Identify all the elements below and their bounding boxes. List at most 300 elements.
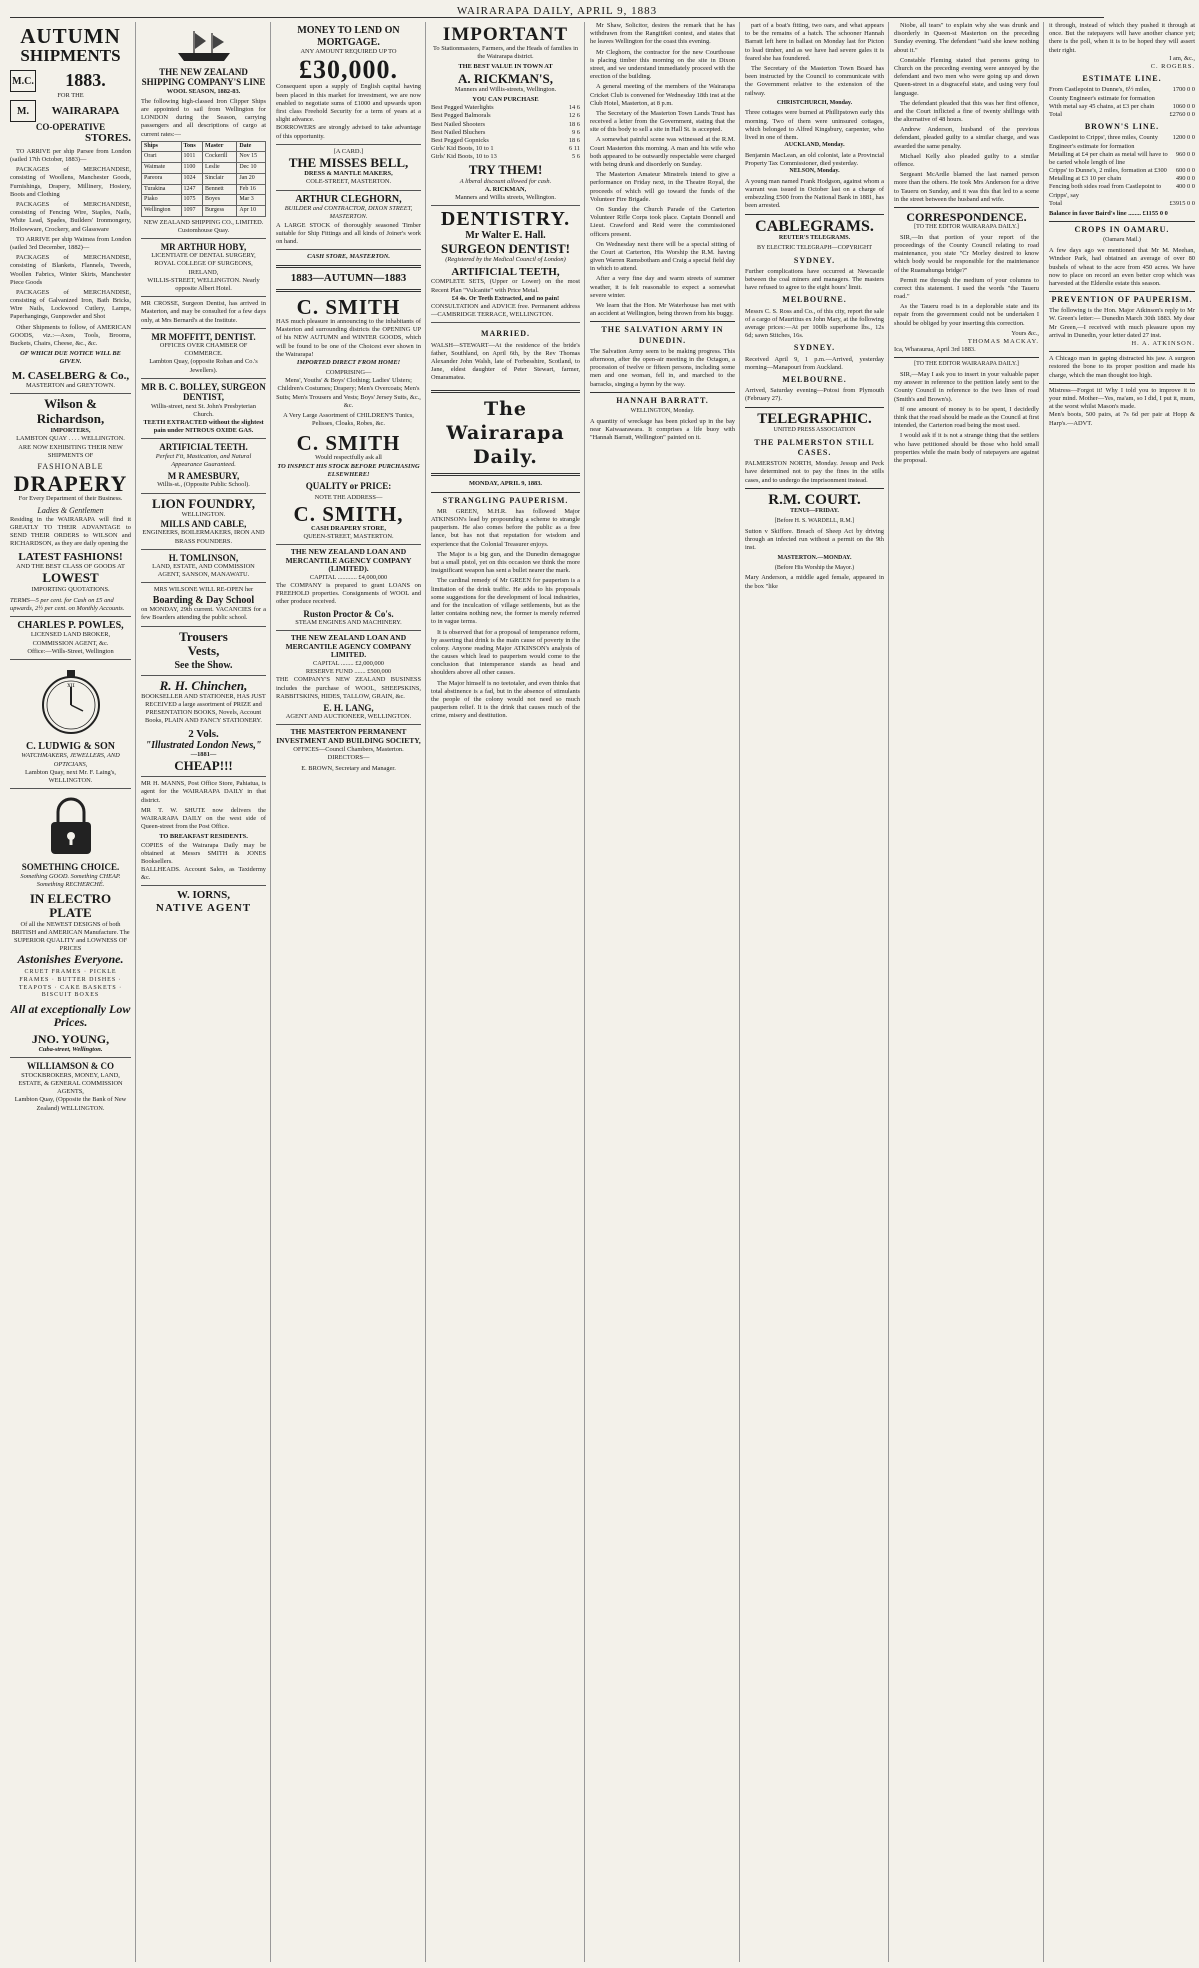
wilson-lambton: LAMBTON QUAY . . . . WELLINGTON. — [16, 435, 125, 443]
see-show: See the Show. — [174, 660, 233, 672]
article-paragraph: We learn that the Hon. Mr Waterhouse has met with an accident at Wellington, being thrown from his buggy. — [590, 302, 735, 318]
letter2-signer: C. ROGERS. — [1150, 62, 1195, 70]
nzla-text: The COMPANY is prepared to grant LOANS on FREEHOLD properties. Consignments of WOOL and other produce received. — [276, 582, 421, 606]
year-1881: —1881— — [190, 750, 217, 758]
article-paragraph: A somewhat painful scene was witnessed at the R.M. Court Masterton this morning. A man and his wife who both appeared to be outwardly respectable were charged with being drunk and disorderly on Sunday. — [590, 136, 735, 168]
chicago-text: A Chicago man in gaping distracted his jaw. A surgeon restored the bone to its proper position and made his charge, which the man thought too high. — [1049, 355, 1195, 379]
article-paragraph: On Sunday the Church Parade of the Carterton Volunteer Rifle Corps took place. Captain Donnell and Lieut. Crawford and Reid were the commissioned officers present. — [590, 205, 735, 238]
purchase-label: YOU CAN PURCHASE — [472, 95, 539, 103]
bell-name: THE MISSES BELL, — [288, 154, 409, 170]
trousers-ad — [141, 627, 266, 676]
illustrated-news: "Illustrated London News," — [145, 739, 262, 751]
list-item-label: Best Nailed Shooters — [431, 120, 485, 128]
iorns-ad — [141, 886, 266, 917]
powles-sub: LICENSED LAND BROKER, COMMISSION AGENT, &c. — [30, 631, 111, 647]
stores-heading: STORES. — [85, 132, 131, 145]
money-ad — [276, 22, 421, 145]
shipments-heading: SHIPMENTS — [20, 46, 121, 66]
sydney2-heading: SYDNEY. — [793, 343, 836, 353]
list-item-value: 6 11 — [569, 145, 580, 153]
table-row — [142, 173, 266, 184]
table-cell: Wellington — [142, 205, 182, 216]
court-continued — [894, 22, 1039, 204]
table-cell: Apr 10 — [237, 205, 266, 216]
wool-text: The following high-classed Iron Clipper Ships are appointed to sail from Wellington for LONDON during the Season, carrying passengers and all descriptions of cargo at current rates:— — [141, 97, 266, 138]
list-item — [431, 121, 580, 129]
copyright: BY ELECTRIC TELEGRAPH—COPYRIGHT — [756, 244, 872, 251]
bell-sub: DRESS & MANTLE MAKERS, — [304, 170, 393, 178]
cleghorn-sub: BUILDER and CONTRACTOR, DIXON STREET, MASTERTON. — [284, 205, 413, 221]
williamson-name: WILLIAMSON & CO — [26, 1061, 114, 1072]
ransome-sub: STEAM ENGINES AND MACHINERY. — [295, 618, 402, 626]
bolly-addr: Willis-street, next St. John's Presbyterian Church. — [151, 402, 256, 418]
column-8 — [1049, 22, 1199, 1962]
list-item-label: Total — [1049, 110, 1063, 118]
married-heading: MARRIED. — [480, 329, 531, 339]
lang-sub: AGENT AND AUCTIONEER, WELLINGTON. — [285, 713, 412, 721]
list-item-value: 1700 0 0 — [1172, 86, 1195, 94]
auckland-heading: AUCKLAND, Monday. — [784, 142, 845, 149]
headline: STRANGLING PAUPERISM. — [442, 495, 569, 505]
smith-ad — [276, 250, 421, 545]
list-item-value: 18 6 — [568, 136, 580, 144]
ladies-gentlemen: Ladies & Gentlemen — [37, 505, 104, 515]
chinchen-sub: BOOKSELLER AND STATIONER, HAS JUST RECEIVED a large assortment of PRIZE and PRESENTATION BOOKS, Novels, Account Books, PLAIN AND FANCY STATIONERY. — [141, 692, 266, 725]
powles-ad — [10, 617, 131, 660]
lang-name: E. H. LANG, — [323, 702, 374, 713]
best-class: AND THE BEST CLASS OF GOODS AT — [16, 563, 125, 571]
native-agent: NATIVE AGENT — [155, 902, 252, 915]
moffitt-addr: Lambton Quay, (opposite Rohan and Co.'s Jewellers). — [149, 358, 258, 374]
nzlm2-ad — [276, 631, 421, 725]
table-cell: Waimate — [142, 163, 182, 174]
tenui-heading: TENUI—FRIDAY. — [790, 508, 839, 515]
list-item-value: £2760 0 0 — [1169, 110, 1195, 118]
money-sum: £30,000. — [299, 55, 398, 85]
list-item-value: £3915 0 0 — [1169, 199, 1195, 207]
table-cell: Sinclair — [203, 173, 237, 184]
nzla-capital: CAPITAL ............ £4,000,000 — [309, 573, 388, 581]
list-item-label: Metalling at £4 per chain as metal will have to be carted whole length of line — [1049, 150, 1168, 166]
registered: (Registered by the Medical Council of London) — [445, 256, 566, 264]
palmerston-heading: THE PALMERSTON STILL CASES. — [754, 437, 875, 457]
prevention-text: The following is the Hon. Major Atkinson's reply to Mr W. Green's letter:— Dunedin March 30th 1883. My dear Mr Green,—I received with much pleasure upon my arrival in Dunedin, your letter dated 27 inst. — [1049, 307, 1195, 339]
table-row — [142, 205, 266, 216]
article-paragraph: It is observed that for a proposal of temperance reform, by asserting that drink is the main cause of poverty in the colony. Anyone reading Major ATKINSON's analysis of the causes which lead to pauperism would come to the conclusion that intemperance stands as head and shoulders above all other causes. — [431, 628, 580, 677]
column-4 — [431, 22, 585, 1962]
due-notice: OF WHICH DUE NOTICE WILL BE GIVEN. — [20, 350, 121, 366]
goods-list: CRUET FRAMES · PICKLE FRAMES · BUTTER DISHES · TEAPOTS · CAKE BASKETS · BISCUIT BOXES — [18, 969, 123, 999]
hoby-ad — [141, 239, 266, 297]
table-cell: Nov 15 — [237, 152, 266, 163]
amesbury-name: M R AMESBURY, — [167, 470, 240, 481]
nzlm2-heading: THE NEW ZEALAND LOAN AND MERCANTILE AGENCY COMPANY LIMITED. — [285, 633, 412, 660]
crops-text: A few days ago we mentioned that Mr M. Meehan, Windsor Park, had obtained an average of over 80 bushels of wheat to the acre from 450 acres. We have now to place on record an even better crop which was harvested at the Elderslie estate this season. — [1049, 247, 1195, 287]
smith-text: HAS much pleasure in announcing to the inhabitants of Masterton and surrounding districts the OPENING UP of his NEW AUTUMN and WINTER GOODS, which will be found to be one of the Choicest ever shown in the Wairarapa! — [276, 317, 421, 358]
table-row — [142, 163, 266, 174]
ludwig-addr: Lambton Quay, next Mr. F. Laing's, WELLINGTON. — [25, 768, 116, 784]
rickman-addr: Manners and Willis-streets, Wellington. — [454, 85, 557, 93]
shipment-para-1: TO ARRIVE per ship Parsee from London (sailed 17th October, 1883)— — [10, 147, 131, 164]
palmerston-text: PALMERSTON NORTH, Monday. Jessup and Peck have determined not to pay the fines in the stills cases, and to undergo the imprisonment instead. — [745, 460, 884, 484]
other-shipments: Other Shipments to follow, of AMERICAN GOODS, viz.:—Axes, Tools, Brooms, Buckets, Chairs, Cheese, &c., &c. — [10, 323, 131, 348]
williamson-ad — [10, 1058, 131, 1115]
building-society-ad — [276, 725, 421, 776]
court-text: Sutton v Skiffore. Breach of Sheep Act by driving through an infected run without a permit on the 9th inst. — [745, 527, 884, 551]
year-heading: 1883. — [65, 69, 106, 90]
list-item — [431, 145, 580, 153]
rickman-name: A. RICKMAN'S, — [458, 70, 553, 86]
list-item-label: Fencing both sides road from Castlepoint to Cripps', say — [1049, 183, 1162, 199]
respect-text: Would respectfully ask all — [315, 454, 382, 462]
article-paragraph: The cardinal remedy of Mr GREEN for pauperism is a limitation of the drink traffic. He adds to his proposals some suggestions for the development of local industries, and for the inculcation of village settlements, but as the latter contains nothing new, the former is merely referred to in vague terms. — [431, 577, 580, 626]
before2-label: (Before His Worship the Mayor.) — [774, 564, 855, 571]
table-cell: Boyes — [203, 195, 237, 206]
list-item — [1049, 111, 1195, 119]
list-item-label: Total — [1049, 199, 1063, 207]
table-row — [142, 195, 266, 206]
married-text: WALSH—STEWART—At the residence of the bride's father, Southland, on April 6th, by the Rev Thomas Alexander John Walsh, late of Forbesshire, Scotland, to Jane, eldest daughter of Peter Stewart, farmer, Omaramatea. — [431, 341, 580, 382]
table-cell: Turakina — [142, 184, 182, 195]
caselberg-address: MASTERTON and GREYTOWN. — [25, 382, 116, 390]
table-cell: Feb 16 — [237, 184, 266, 195]
atkinson-sig: H. A. ATKINSON. — [1131, 340, 1195, 348]
shipment-para-4: TO ARRIVE per ship Waimea from London (sailed 3rd December, 1882)— — [10, 235, 131, 251]
newspaper-page — [10, 22, 1195, 1962]
barratt-heading: HANNAH BARRATT. — [616, 395, 709, 405]
imported: IMPORTED DIRECT FROM HOME! — [296, 358, 401, 366]
bell-addr: COLE-STREET, MASTERTON. — [305, 178, 392, 186]
melbourne-text: Messrs C. S. Ross and Co., of this city, report the sale of a cargo of Mauritius ex John Mary, at the following average prices:—At per 100lb superhome lbs., 12s 6d; sawn Stitches, 16s. — [745, 307, 884, 340]
society-heading: THE MASTERTON PERMANENT INVESTMENT AND BUILDING SOCIETY, — [276, 727, 421, 746]
crops-heading: CROPS IN OAMARU. — [1074, 225, 1170, 235]
low-prices-heading: All at exceptionally Low Prices. — [10, 1002, 131, 1030]
autumn-1883: 1883—AUTUMN—1883 — [290, 272, 407, 285]
terms-text: TERMS—5 per cent. for Cash on £5 and upwards, 2½ per cent. on Monthly Accounts. — [10, 596, 125, 612]
padlock-icon — [46, 796, 96, 858]
article-paragraph: Permit me through the medium of your columns to correct this statement. I used the words "the Taueru road." — [894, 276, 1039, 301]
list-item-label: Castlepoint to Cripps', three miles, County Engineer's estimate for formation — [1049, 134, 1158, 150]
salvation-text: The Salvation Army seem to be making progress. This afternoon, after the open-air meeting in the Octagon, a procession of twelve or fifteen persons, including some men and one woman, fell in, and marched to the barracks, singing a hymn by the way. — [590, 347, 735, 388]
article-paragraph: The Masterton Amateur Minstrels intend to give a performance on Friday next, in the Theatre Royal, the proceeds of which will go toward the funds of the Volunteer Fire Brigade. — [590, 171, 735, 203]
notices-ad — [141, 777, 266, 886]
schedule-header: Master — [203, 141, 237, 152]
rm-court-heading: R.M. COURT. — [768, 491, 861, 508]
tomlinson-ad — [141, 550, 266, 584]
hall-name: Mr Walter E. Hall. — [465, 230, 546, 242]
list-item-label: Best Pegged Balmorals — [431, 112, 491, 120]
money-text: Consequent upon a supply of English capital having been placed in this market for investment, we are now enabled to negotiate sums of £1000 and upwards upon first class Freehold Security for a term of years at a slight advance. — [276, 83, 421, 124]
article-paragraph: On Wednesday next there will be a special sitting of the Court at Carterton, His Worship the R.M. having given Warren Ramsbotham and Craig a special field day in which to attend. — [590, 240, 735, 273]
correspondence-heading: CORRESPONDENCE. — [906, 209, 1027, 224]
article-paragraph: As the Taueru road is in a deplorable state and its repair from the government could not be undertaken I should be obliged by your inserting this correction. — [894, 303, 1039, 327]
editor2-label: [TO THE EDITOR WAIRARAPA DAILY.] — [914, 361, 1019, 368]
article-paragraph: The Secretary of the Masterton Town Lands Trust has received a letter from the Government, stating that the site of this body to sell a site in Hall St. is accepted. — [590, 109, 735, 134]
cash-store: CASH STORE, MASTERTON. — [307, 253, 390, 261]
press-assoc: UNITED PRESS ASSOCIATION — [773, 427, 856, 434]
astonishes-heading: Astonishes Everyone. — [17, 952, 124, 967]
brown-sig: E. BROWN, Secretary and Manager. — [301, 765, 396, 773]
best-value: THE BEST VALUE IN TOWN AT — [458, 63, 553, 71]
list-item-label: Best Pegged Waterlights — [431, 104, 494, 112]
article-paragraph: The Major is a big gun, and the Dunedin demagogue but a small pistol, yet on this occasion we think the more insignificant weapon has sent a bullet nearer the mark. — [431, 550, 580, 575]
svg-text:XII: XII — [66, 682, 75, 689]
sydney-text: Further complications have occurred at Newcastle between the coal miners and managers. The masters have refused to agree to the eight hours' limit. — [745, 267, 884, 292]
list-item-value: 400 0 0 — [1175, 183, 1195, 191]
trousers-heading: Trousers — [179, 628, 228, 644]
two-vols: 2 Vols. — [188, 727, 219, 740]
list-item-value: 600 0 0 — [1175, 167, 1195, 175]
nzsc-heading: THE NEW ZEALAND SHIPPING COMPANY'S LINE — [141, 67, 266, 88]
breakfast-heading: TO BREAKFAST RESIDENTS. — [159, 833, 248, 841]
melbourne2-text: Arrived, Saturday evening—Potosi from Plymouth (February 27). — [745, 387, 884, 403]
cleghorn-name: ARTHUR CLEGHORN, — [295, 193, 402, 205]
salvation-heading: THE SALVATION ARMY IN DUNEDIN. — [601, 325, 724, 345]
ladies-text: Residing in the WAIRARAPA will find it GREATLY TO THEIR ADVANTAGE to SEND THEIR ORDERS to WILSON and RICHARDSON, as they are daily opening the — [10, 515, 131, 548]
list-item — [1049, 175, 1195, 183]
crosse-ad — [141, 297, 266, 329]
list-item-label: Best Nailed Bluchers — [431, 128, 486, 136]
article-paragraph: The Major himself is no teetotaler, and even thinks that total abstinence is a fad, but in the absence of stimulants the people of the colony would not need so much pauperism relief. It is the drink that causes much of the crime, misery and destitution. — [431, 679, 580, 720]
list-item-label: With metal say 45 chains, at £3 per chain — [1049, 102, 1155, 110]
money-amount: ANY AMOUNT REQUIRED UP TO — [300, 48, 397, 55]
wool-season: WOOL SEASON, 1882-83. — [166, 87, 241, 95]
auckland-text: Benjamin MacLean, an old colonist, late a Provincial Property Tax Commissioner, died yesterday. — [745, 151, 884, 167]
caselberg-name: M. CASELBERG & Co., — [11, 369, 130, 382]
ship-schedule-table — [141, 141, 266, 217]
masthead-title: WAIRARAPA DAILY, APRIL 9, 1883 — [456, 5, 658, 17]
boarding-sub: on MONDAY, 29th current. VACANCIES for a few Boarders attending the public school. — [141, 606, 266, 622]
list-item-label: Cripps' to Dunne's, 2 miles, formation at £300 — [1049, 167, 1167, 175]
list-item — [1049, 86, 1195, 102]
paper-title: The Wairarapa Daily. — [446, 397, 565, 469]
rickman2-name: A. RICKMAN, — [484, 185, 527, 193]
article-paragraph: Niobe, all tears" to explain why she was drunk and disorderly in Queen-st Masterton on the preceding Sunday evening. The defendant "said she knew nothing about it." — [894, 22, 1039, 54]
table-cell: Burgess — [203, 205, 237, 216]
school-intro: MRS WILSONE WILL RE-OPEN her — [153, 586, 254, 594]
something-sub: Something GOOD. Something CHEAP. Something RECHERCHÉ. — [20, 872, 121, 888]
latest-fashions: LATEST FASHIONS! — [18, 550, 123, 563]
directors: DIRECTORS— — [327, 753, 370, 761]
advert-1: Mistress—Forgot it! Why I told you to improve it to your mind. Mother—Yes, ma'am, so I did, I put it, mum, at the worst whilst Mason's made. — [1049, 386, 1195, 411]
list-item-value: 5 6 — [572, 153, 580, 161]
article-paragraph: SIR,—In that portion of your report of the proceedings of the County Council relating to road maintenance, you state "Cr Morley desired to know which body would be responsible for the maintenance of the Ruamahunga bridge?" — [894, 233, 1039, 274]
dentistry-heading: DENTISTRY. — [440, 208, 571, 231]
hoby-sub: LICENTIATE OF DENTAL SURGERY, ROYAL COLLEGE OF SURGEONS, IRELAND, — [151, 252, 256, 276]
fashionable-heading: FASHIONABLE — [37, 462, 104, 472]
teeth-extracted: TEETH EXTRACTED without the slightest pain under NITROUS OXIDE GAS. — [143, 418, 264, 435]
editor-label: [TO THE EDITOR WAIRARAPA DAILY.] — [914, 224, 1019, 231]
bell-ad — [276, 145, 421, 191]
queen-st: QUEEN-STREET, MASTERTON. — [303, 532, 394, 540]
table-cell: 1247 — [181, 184, 202, 195]
shipment-para-2: PACKAGES of MERCHANDISE, consisting of Woollens, Manchester Goods, Furnishings, Drapery, Millinery, Hosiery, Boots and Clothing — [10, 166, 131, 198]
surgeon-heading: SURGEON DENTIST! — [441, 240, 570, 256]
important-heading: IMPORTANT — [442, 24, 569, 45]
cleghorn-ad — [276, 191, 421, 250]
barratt-text: A quantity of wreckage has been picked up in the bay near Kaiwaarawara. It comprises a life buoy with "Hannah Barratt, Wellington" painted on it. — [590, 417, 735, 442]
letter1-signer: THOMAS MACKAY. — [967, 338, 1039, 346]
schedule-header: Tons — [181, 141, 202, 152]
comprising: COMPRISING— — [325, 369, 372, 377]
list-item — [431, 153, 580, 161]
letter-2 — [894, 371, 1039, 465]
ransome-name: Ruston Proctor & Co's. — [303, 608, 394, 619]
fencing-text: THE COMPANY'S NEW ZEALAND BUSINESS includes the purchase of WOOL, SHEEPSKINS, RABBITSKINS, HIDES, TALLOW, GRAIN, &c. — [276, 676, 421, 700]
artificial-sub: Perfect Fit, Mastication, and Natural Appearance Guaranteed. — [155, 452, 252, 468]
nzla-heading: THE NEW ZEALAND LOAN AND MERCANTILE AGENCY COMPANY (LIMITED). — [285, 546, 412, 574]
married-notice — [431, 323, 580, 385]
ludwig-ad — [10, 660, 131, 789]
teeth-price: £4 4s. Or Teeth Extracted, and no pain! — [451, 294, 560, 302]
sydney-heading: SYDNEY. — [793, 255, 836, 265]
williamson-sub: STOCKBROKERS, MONEY, LAND, ESTATE, & GENERAL COMMISSION AGENTS, — [18, 1071, 123, 1096]
table-cell: Cockerill — [203, 152, 237, 163]
rickman2-addr: Manners and Willis streets, Wellington. — [455, 194, 556, 202]
table-cell: Orari — [142, 152, 182, 163]
melbourne2-heading: MELBOURNE. — [782, 374, 847, 384]
table-cell: Piako — [142, 195, 182, 206]
article-paragraph: After a very fine day and warm streets of summer weather, it is felt reasonable to expect a somewhat severe winter. — [590, 275, 735, 299]
every-dept: For Every Department of their Business. — [18, 495, 123, 503]
wilson-showing: ARE NOW EXHIBITING THEIR NEW SHIPMENTS OF — [18, 443, 123, 459]
nzsc-footer: NEW ZEALAND SHIPPING CO., LIMITED. Customhouse Quay. — [143, 218, 264, 234]
list-item — [1049, 167, 1195, 175]
amesbury-addr: Willis-st., (Opposite Public School). — [157, 481, 250, 489]
autumn-heading: AUTUMN — [20, 24, 121, 48]
inspect-text: TO INSPECT HIS STOCK BEFORE PURCHASING ELSEWHERE! — [277, 462, 420, 478]
estimate-table — [1049, 86, 1195, 119]
letter1-signoff: Yours &c., — [1011, 329, 1039, 337]
m-logo: M. — [10, 100, 36, 122]
try-them: TRY THEM! — [468, 162, 543, 178]
list-item — [1049, 151, 1195, 167]
shipment-para-5: PACKAGES of MERCHANDISE, consisting of Blankets, Flannels, Tweeds, Woollen Fabrics, Winter Skirts, Manchester Piece Goods — [10, 254, 131, 286]
cheap-heading: CHEAP!!! — [174, 757, 233, 773]
table-cell: Pareora — [142, 173, 182, 184]
list-item — [1049, 134, 1195, 150]
nelson-heading: NELSON, Monday. — [789, 168, 840, 175]
tomlinson-name: H. TOMLINSON, — [168, 552, 239, 563]
nzlm2-capital: CAPITAL ........ £2,000,000 — [313, 660, 384, 667]
article-paragraph: Michael Kelly also pleaded guilty to a similar offence. — [894, 152, 1039, 168]
crosse-text: MR CROSSE, Surgeon Dentist, has arrived in Masterton, and may be consulted for a few days only, at Mrs Bernard's at the Institute. — [141, 300, 266, 324]
harris-notice: MR H. MANNS, Post Office Store, Pahiatua, is agent for the WAIRARAPA DAILY in that district. — [141, 780, 266, 804]
note-address: NOTE THE ADDRESS— — [314, 494, 383, 502]
nzsc-ad — [141, 22, 266, 239]
barratt-sub: WELLINGTON, Monday. — [630, 408, 695, 415]
chinchen-name: R. H. Chinchen, — [159, 677, 248, 693]
moffitt-name: MR MOFFITT, DENTIST. — [151, 331, 256, 342]
chinchen-ad — [141, 676, 266, 778]
moffitt-ad — [141, 329, 266, 379]
artificial-heading: ARTIFICIAL TEETH. — [159, 442, 248, 453]
young-name: JNO. YOUNG, — [31, 1031, 110, 1046]
balance-line: Balance in favor Baird's line ........ £1155 0 0 — [1049, 210, 1168, 218]
nzlm2-reserve: RESERVE FUND ....... £500,000 — [305, 668, 392, 676]
column-5 — [590, 22, 740, 1962]
bolly-name: MR B. C. BOLLEY, SURGEON DENTIST, — [141, 381, 266, 403]
price-list — [431, 104, 580, 161]
table-cell: Jan 20 — [237, 173, 266, 184]
christchurch-heading: CHRISTCHURCH, Monday. — [776, 99, 853, 106]
iorns-name: W. IORNS, — [176, 889, 231, 902]
cleghorn-text: A LARGE STOCK of thoroughly seasoned Timber suitable for Ship Fittings and all kinds of Joiner's work on hand. — [276, 221, 421, 245]
bolly-ad — [141, 379, 266, 439]
hoby-name: MR ARTHUR HOBY, — [160, 241, 247, 252]
importing-quotations: IMPORTING QUOTATIONS. — [31, 586, 110, 594]
masterton-monday: MASTERTON.—MONDAY. — [777, 555, 852, 562]
discount: A liberal discount allowed for cash. — [459, 177, 552, 185]
article-paragraph: Constable Fleming stated that persons going to Church on the preceding evening were annoyed by the defendant and two men who were going up and down Queen-street in a disgraceful state, and using very foul language. — [894, 56, 1039, 97]
prevention-heading: PREVENTION OF PAUPERISM. — [1051, 295, 1193, 305]
watch-icon — [36, 667, 106, 737]
letter-1 — [894, 234, 1039, 328]
table-cell: 1011 — [181, 152, 202, 163]
list-item — [431, 137, 580, 145]
article-paragraph: Sergeant McArdle blamed the last named person more than the others. He took Mrs Anderson for a drive to Taueru on Sunday, and it was this that led to a scene in the street between the husband and wife. — [894, 171, 1039, 203]
article-paragraph: I would ask if it is not a strange thing that the settlers who have petitioned should be those who hold small properties while the main body of ratepayers are against the proposal. — [894, 432, 1039, 464]
important-sub: To Stationmasters, Farmers, and the Heads of families in the Wairarapa district. — [432, 44, 579, 61]
list-item-label: Girls' Kid Boots, 10 to 13 — [431, 153, 497, 161]
article-paragraph: A general meeting of the members of the Wairarapa Cricket Club is convened for Wednesday 18th inst at the Club Hotel, Masterton, at 8 p.m. — [590, 83, 735, 107]
list-item-value: 1060 0 0 — [1172, 102, 1195, 110]
boarding-heading: Boarding & Day School — [152, 594, 255, 606]
table-cell: Mar 3 — [237, 195, 266, 206]
list-item — [431, 112, 580, 120]
list-item — [431, 129, 580, 137]
leader-article — [431, 508, 580, 721]
c-smith-heading-3: C. SMITH, — [293, 501, 404, 526]
browns-table — [1049, 134, 1195, 208]
table-cell: Leslie — [203, 163, 237, 174]
table-cell: 1097 — [181, 205, 202, 216]
mc-logo: M.C. — [10, 70, 36, 92]
letter1-addr: Ica, Wharaurua, April 3rd 1883. — [894, 346, 976, 354]
schedule-header: Ships — [142, 141, 182, 152]
court2-text: Mary Anderson, a middle aged female, appeared in the box "like — [745, 574, 884, 590]
nelson-text: A young man named Frank Hodgson, against whom a warrant was issued in October last on a charge of embezzling £500 from the National Bank in 1881, has been arrested. — [745, 177, 884, 210]
tomlinson-sub: LAND, ESTATE, AND COMMISSION AGENT, SANSON, MANAWATU. — [152, 563, 255, 579]
list-item-label: Best Pegged Gopnicks — [431, 136, 489, 144]
wairarapa-heading: WAIRARAPA — [51, 104, 120, 117]
c-smith-heading: C. SMITH — [296, 294, 401, 319]
shute-notice: MR T. W. SHUTE now delivers the WAIRARAPA DAILY on the west side of Queen-street from the Post Office. — [141, 806, 266, 831]
ship-icon — [174, 29, 234, 63]
table-cell: 1024 — [181, 173, 202, 184]
vests-heading: Vests, — [187, 642, 220, 658]
letter2-continued: it through, instead of which they pushed it through at once. But the ratepayers will have another chance yet; there is the poll, when it is to be hoped they will assert their right. — [1049, 22, 1195, 54]
column-1 — [10, 22, 136, 1962]
mills-name: MILLS AND CABLE, — [160, 519, 247, 529]
lion-heading: LION FOUNDRY, — [151, 495, 256, 511]
local-news — [590, 22, 735, 318]
something-heading: SOMETHING CHOICE. — [21, 862, 120, 873]
borrowers-text: BORROWERS are strongly advised to take advantage of this opportunity. — [276, 124, 421, 140]
wilson-importers: IMPORTERS, — [50, 427, 91, 435]
list-item — [1049, 200, 1195, 208]
reuters: REUTER'S TELEGRAMS. — [778, 235, 851, 242]
shipment-para-3: PACKAGES of MERCHANDISE, consisting of Fencing Wire, Staples, Nails, White Lead, Spades, Builders' Ironmongery, Hollowware, Crockery, and Glassware — [10, 201, 131, 233]
melbourne-heading: MELBOURNE. — [782, 295, 847, 305]
art-teeth: ARTIFICIAL TEETH, — [451, 266, 560, 279]
copies-notice: COPIES of the Wairarapa Daily may be obtained at Messrs SMITH & JONES Booksellers. — [141, 841, 266, 865]
electro-text: Of all the NEWEST DESIGNS of both BRITISH and AMERICAN Manufacture. The SUPERIOR QUALITY and LOWNESS OF PRICES — [11, 920, 130, 953]
article-paragraph: The Secretary of the Masterton Town Board has been instructed by the Council to communicate with the Government relative to the extension of the railway. — [745, 64, 884, 97]
list-item-value: 18 6 — [568, 120, 580, 128]
cablegrams-heading: CABLEGRAMS. — [755, 217, 874, 235]
young-addr: Cuba-street, Wellington. — [38, 1046, 103, 1054]
